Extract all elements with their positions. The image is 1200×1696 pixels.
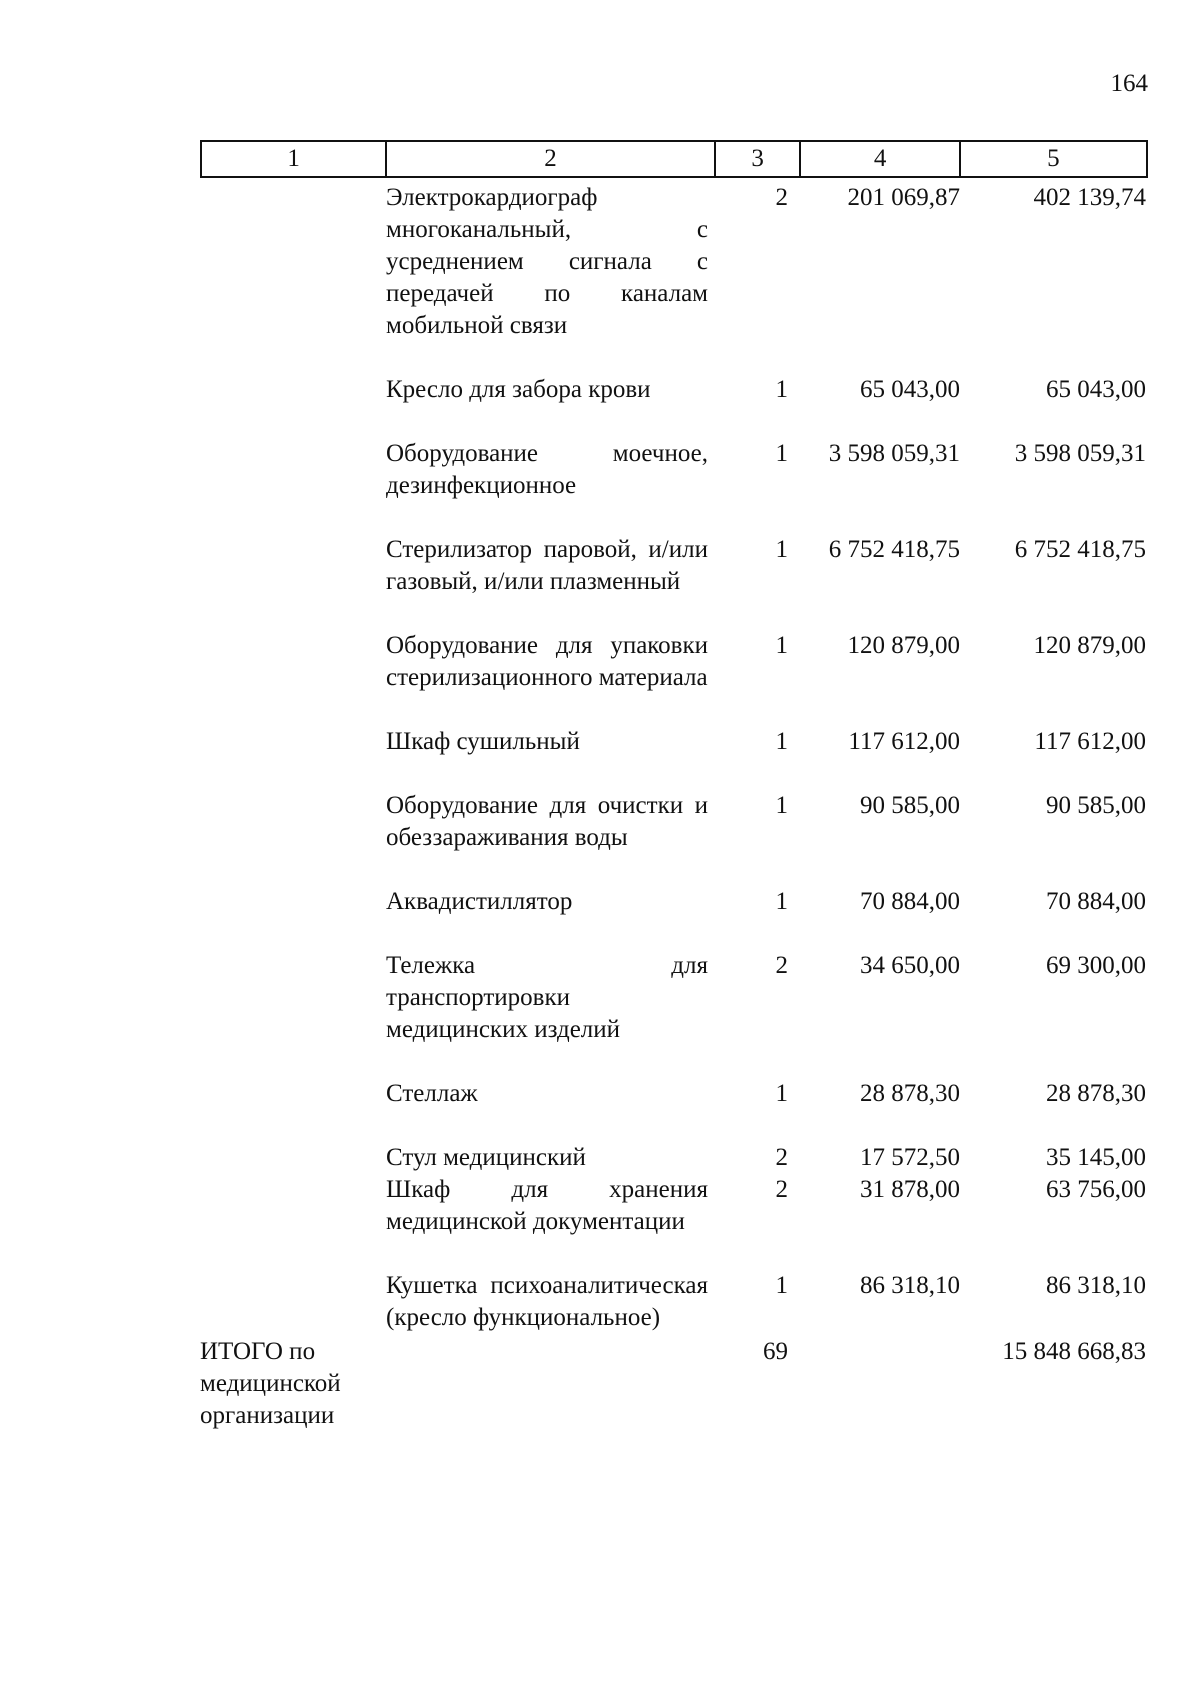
item-price: 31 878,00 — [860, 1176, 960, 1203]
total-label: ИТОГО по медицинской организации — [200, 1338, 341, 1429]
item-name: Стул медицинский — [386, 1144, 586, 1171]
header-col-2: 2 — [387, 142, 716, 176]
total-row — [200, 1336, 1148, 1432]
table-row — [200, 726, 1148, 758]
item-price: 117 612,00 — [848, 728, 960, 755]
table-row — [200, 374, 1148, 406]
item-price: 86 318,10 — [860, 1272, 960, 1299]
item-qty: 1 — [775, 1272, 788, 1299]
item-price: 65 043,00 — [860, 376, 960, 403]
header-col-5: 5 — [1047, 145, 1060, 172]
table-row — [200, 534, 1148, 598]
table-row — [200, 1078, 1148, 1110]
item-name: Стеллаж — [386, 1080, 478, 1107]
item-price: 3 598 059,31 — [828, 440, 960, 467]
table-row — [200, 790, 1148, 854]
item-total: 65 043,00 — [1046, 376, 1146, 403]
total-qty: 69 — [763, 1338, 788, 1365]
item-total: 69 300,00 — [1046, 952, 1146, 979]
item-price: 17 572,50 — [860, 1144, 960, 1171]
item-total: 6 752 418,75 — [1014, 536, 1146, 563]
item-qty: 1 — [775, 536, 788, 563]
header-col-1: 1 — [202, 142, 387, 176]
item-name: Аквадистиллятор — [386, 888, 573, 915]
item-name: Оборудование моечное, дезинфекционное — [386, 440, 708, 499]
item-total: 402 139,74 — [1033, 184, 1146, 211]
table-row — [200, 630, 1148, 694]
item-qty: 1 — [775, 728, 788, 755]
item-price: 120 879,00 — [847, 632, 960, 659]
item-price: 6 752 418,75 — [828, 536, 960, 563]
item-qty: 2 — [775, 184, 788, 211]
item-qty: 1 — [775, 376, 788, 403]
item-total: 120 879,00 — [1033, 632, 1146, 659]
item-total: 86 318,10 — [1046, 1272, 1146, 1299]
item-price: 34 650,00 — [860, 952, 960, 979]
total-sum: 15 848 668,83 — [1002, 1338, 1146, 1365]
item-total: 35 145,00 — [1046, 1144, 1146, 1171]
table-row — [200, 1174, 1148, 1238]
item-qty: 1 — [775, 888, 788, 915]
item-name: Оборудование для упаковки стерилизационного материала — [386, 632, 708, 691]
item-total: 28 878,30 — [1046, 1080, 1146, 1107]
item-name: Кресло для забора крови — [386, 376, 651, 403]
table-body — [200, 182, 1148, 1432]
item-name: Оборудование для очистки и обеззараживания воды — [386, 792, 708, 851]
table-row — [200, 438, 1148, 502]
item-name: Стерилизатор паровой, и/или газовый, и/или плазменный — [386, 536, 708, 595]
item-qty: 1 — [775, 1080, 788, 1107]
item-qty: 1 — [775, 792, 788, 819]
item-total: 3 598 059,31 — [1014, 440, 1146, 467]
item-total: 70 884,00 — [1046, 888, 1146, 915]
item-price: 201 069,87 — [847, 184, 960, 211]
item-total: 63 756,00 — [1046, 1176, 1146, 1203]
header-col-3: 3 — [716, 142, 802, 176]
item-qty: 2 — [775, 1176, 788, 1203]
item-qty: 2 — [775, 952, 788, 979]
table-row — [200, 950, 1148, 1046]
item-name: Шкаф сушильный — [386, 728, 580, 755]
table-header — [200, 140, 1148, 178]
item-qty: 2 — [775, 1144, 788, 1171]
item-qty: 1 — [775, 440, 788, 467]
item-price: 70 884,00 — [860, 888, 960, 915]
table-row — [200, 182, 1148, 342]
table-row — [200, 886, 1148, 918]
item-name: Шкаф для хранения медицинской документации — [386, 1176, 708, 1235]
header-col-4: 4 — [801, 142, 960, 176]
item-total: 117 612,00 — [1034, 728, 1146, 755]
item-qty: 1 — [775, 632, 788, 659]
item-price: 28 878,30 — [860, 1080, 960, 1107]
table-row — [200, 1142, 1148, 1174]
equipment-table — [200, 140, 1148, 1432]
item-price: 90 585,00 — [860, 792, 960, 819]
item-name: Тележка для транспортировки медицинских изделий — [386, 952, 708, 1043]
item-name: Электрокардиограф многоканальный, с усреднением сигнала с передачей по каналам мобильной связи — [386, 184, 708, 339]
item-name: Кушетка психоаналитическая (кресло функциональное) — [386, 1272, 708, 1331]
page-number: 164 — [1110, 70, 1148, 97]
table-row — [200, 1270, 1148, 1334]
item-total: 90 585,00 — [1046, 792, 1146, 819]
